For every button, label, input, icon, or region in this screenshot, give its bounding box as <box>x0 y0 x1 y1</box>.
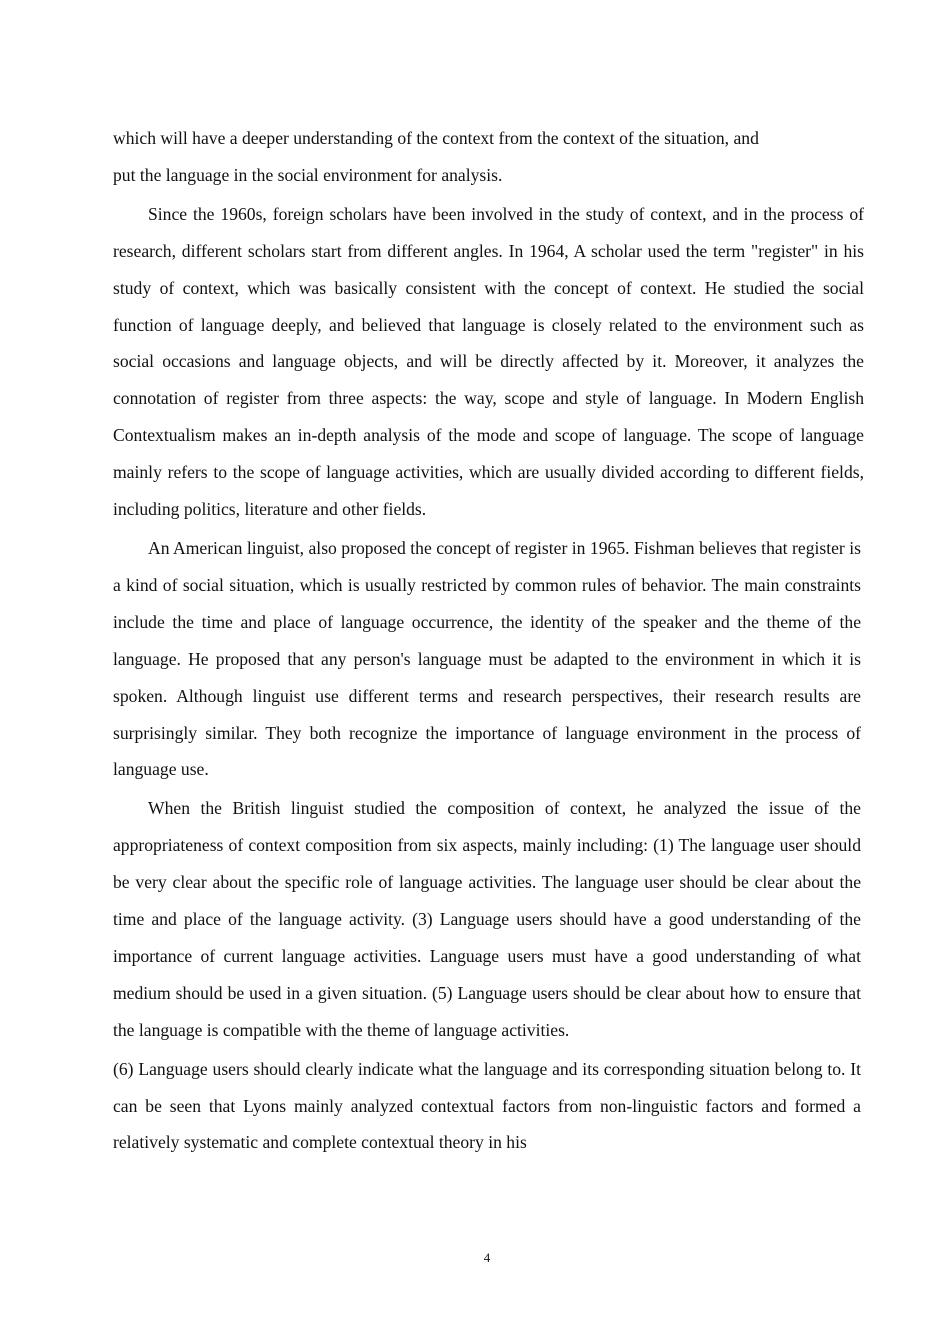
paragraph-1 <box>113 120 861 194</box>
paragraph-3: An American linguist, also proposed the concept of register in 1965. Fishman believes that register is a kind of social situation, which is usually restricted by common rules of behavior. The main constraints include the time and place of language occurrence, the identity of the speaker and the theme of the language. He proposed that any person's language must be adapted to the environment in which it is spoken. Although linguist use different terms and research perspectives, their research results are surprisingly similar. They both recognize the importance of language environment in the process of language use. <box>113 537 861 780</box>
paragraph-1-line-1: which will have a deeper understanding of the context from the context of the situation, and <box>113 128 759 148</box>
paragraph-4: When the British linguist studied the composition of context, he analyzed the issue of the appropriateness of context composition from six aspects, mainly including: (1) The language user should be very clear about the specific role of language activities. The language user should be clear about the time and place of the language activity. (3) Language users should have a good understanding of the importance of current language activities. Language users must have a good understanding of what medium should be used in a given situation. (5) Language users should be clear about how to ensure that the language is compatible with the theme of language activities. <box>113 798 861 1040</box>
body-text <box>113 120 864 1161</box>
paragraph-2: Since the 1960s, foreign scholars have been involved in the study of context, and in the process of research, different scholars start from different angles. In 1964, A scholar used the term "register" in his study of context, which was basically consistent with the concept of context. He studied the social function of language deeply, and believed that language is closely related to the environment such as social occasions and language objects, and will be directly affected by it. Moreover, it analyzes the connotation of register from three aspects: the way, scope and style of language. In Modern English Contextualism makes an in-depth analysis of the mode and scope of language. The scope of language mainly refers to the scope of language activities, which are usually divided according to different fields, including politics, literature and other fields. <box>113 203 864 520</box>
paragraph-5: (6) Language users should clearly indicate what the language and its corresponding situation belong to. It can be seen that Lyons mainly analyzed contextual factors from non-linguistic factors and formed a relatively systematic and complete contextual theory in his <box>113 1058 861 1153</box>
page-number: 4 <box>483 1250 491 1265</box>
paragraph-1-line-2: put the language in the social environment for analysis. <box>113 164 503 185</box>
